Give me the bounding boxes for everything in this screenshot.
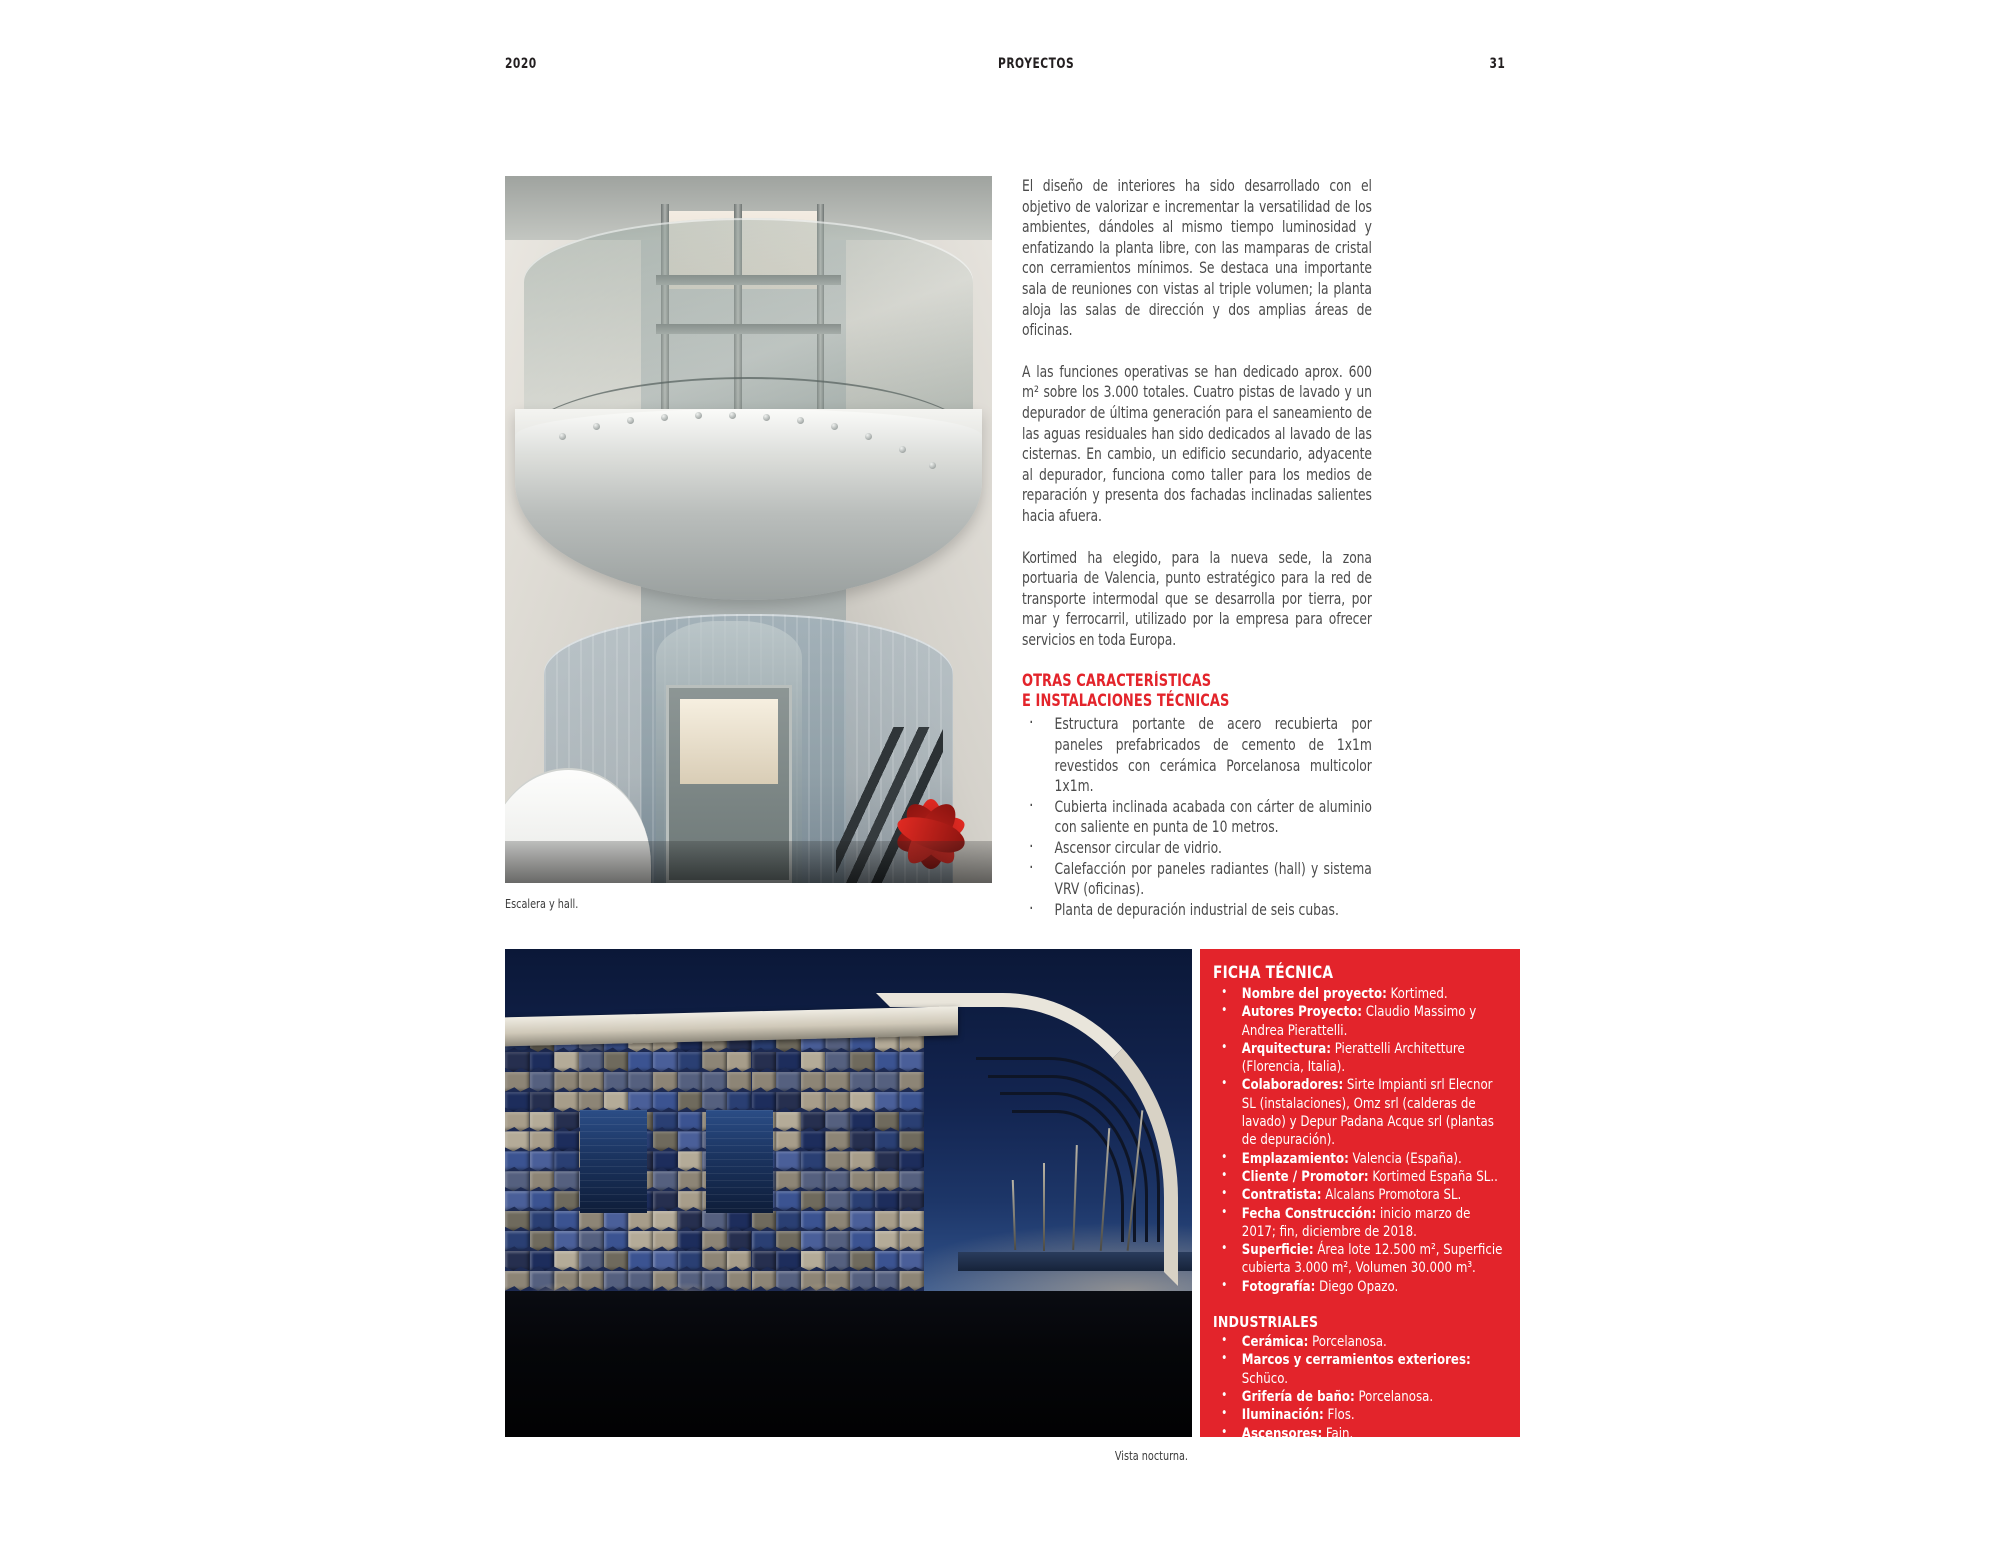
- industriales-item: [1213, 1351, 1503, 1388]
- industriales-item-label: Cerámica:: [1241, 1333, 1309, 1351]
- industriales-item: [1213, 1388, 1503, 1406]
- industriales-item-label: Iluminación:: [1241, 1406, 1324, 1424]
- industriales-item-value: Schüco.: [1241, 1369, 1289, 1387]
- ficha-item-value: Kortimed España SL..: [1368, 1167, 1498, 1185]
- ficha-item: [1213, 1003, 1503, 1040]
- industriales-item-label: Marcos y cerramientos exteriores:: [1241, 1351, 1471, 1369]
- features-list-item: · Estructura portante de acero recubierta por paneles prefabricados de cemento de 1x1m revestidos con cerámica Porcelanosa multicolor 1x1m.: [1022, 714, 1372, 796]
- ficha-item: [1213, 1186, 1503, 1204]
- figure-interior-atrium: [505, 176, 992, 883]
- ficha-item-label: Nombre del proyecto:: [1241, 985, 1387, 1002]
- ficha-item: [1213, 1076, 1503, 1149]
- ficha-item: [1213, 985, 1503, 1003]
- industriales-item-value: Porcelanosa.: [1354, 1387, 1434, 1405]
- industriales-item-value: Porcelanosa.: [1308, 1333, 1387, 1351]
- industriales-item-label: Grifería de baño:: [1241, 1387, 1355, 1405]
- ficha-item-value: Valencia (España).: [1348, 1149, 1462, 1167]
- ficha-item: [1213, 1241, 1503, 1278]
- ficha-item: [1213, 1205, 1503, 1242]
- figure-night-view: [505, 949, 1192, 1437]
- features-heading: [1022, 671, 1372, 710]
- ficha-item-label: Fecha Construcción:: [1241, 1204, 1377, 1222]
- ficha-item-label: Superficie:: [1241, 1241, 1314, 1259]
- running-head: [505, 56, 1505, 76]
- industriales-item: [1213, 1406, 1503, 1424]
- ficha-item-label: Contratista:: [1241, 1186, 1322, 1204]
- ficha-item-value: Área lote 12.500 m², Superficie cubierta 3.000 m², Volumen 30.000 m³.: [1241, 1241, 1503, 1277]
- features-list-item: · Ascensor circular de vidrio.: [1022, 838, 1372, 859]
- ficha-item-label: Arquitectura:: [1241, 1039, 1331, 1057]
- features-list-item: · Planta de depuración industrial de seis cubas.: [1022, 900, 1372, 921]
- industriales-item: [1213, 1425, 1503, 1437]
- body-paragraph-2: A las funciones operativas se han dedicado aprox. 600 m² sobre los 3.000 totales. Cuatro pistas de lavado y un depurador de última generación para el saneamiento de las aguas residuales han sido dedicados al lavado de las cisternas. En cambio, un edificio secundario, adyacente al depurador, funciona como taller para los medios de reparación y presenta dos fachadas inclinadas salientes hacia afuera.: [1022, 362, 1372, 525]
- running-head-section: PROYECTOS: [998, 56, 1075, 72]
- figure-caption-bottom: Vista nocturna.: [1114, 1448, 1188, 1463]
- ficha-item-value: Alcalans Promotora SL.: [1321, 1186, 1462, 1204]
- body-text-column: [1022, 176, 1372, 920]
- ficha-item-value: Sirte Impianti srl Elecnor SL (instalaciones), Omz srl (calderas de lavado) y Depur Padana Acque srl (plantas de depuración).: [1241, 1076, 1494, 1149]
- features-heading-line1: OTRAS CARACTERÍSTICAS: [1022, 671, 1212, 691]
- ficha-item-value: Kortimed.: [1386, 985, 1448, 1002]
- atrium-illustration: [505, 176, 992, 883]
- features-list-item: · Calefacción por paneles radiantes (hall) y sistema VRV (oficinas).: [1022, 859, 1372, 900]
- ficha-item-value: Claudio Massimo y Andrea Pierattelli.: [1241, 1003, 1477, 1039]
- ficha-list: [1213, 985, 1503, 1296]
- industriales-title: INDUSTRIALES: [1213, 1313, 1319, 1332]
- running-head-year: 2020: [505, 56, 537, 72]
- ficha-item: [1213, 1168, 1503, 1186]
- ficha-item-value: inicio marzo de 2017; fin, diciembre de 2018.: [1241, 1204, 1471, 1240]
- ficha-item-label: Autores Proyecto:: [1241, 1003, 1362, 1021]
- industriales-item-value: Fain.: [1322, 1424, 1354, 1437]
- ficha-tecnica-panel: [1200, 949, 1520, 1437]
- ficha-item-label: Colaboradores:: [1241, 1076, 1344, 1094]
- ficha-item-label: Fotografía:: [1241, 1277, 1316, 1295]
- industriales-list: [1213, 1333, 1503, 1437]
- figure-caption-top: Escalera y hall.: [505, 896, 579, 911]
- features-list: [1022, 714, 1372, 920]
- ficha-item-label: Emplazamiento:: [1241, 1149, 1349, 1167]
- ficha-item-value: Pierattelli Architetture (Florencia, Italia).: [1241, 1039, 1465, 1076]
- industriales-item: [1213, 1333, 1503, 1351]
- ficha-item-label: Cliente / Promotor:: [1241, 1167, 1369, 1185]
- night-illustration: [505, 949, 1192, 1437]
- industriales-item-label: Ascensores:: [1241, 1424, 1323, 1437]
- body-paragraph-3: Kortimed ha elegido, para la nueva sede, la zona portuaria de Valencia, punto estratégico para la red de transporte intermodal que se desarrolla por tierra, por mar y ferrocarril, utilizado por la empresa para ofrecer servicios en toda Europa.: [1022, 548, 1372, 649]
- ficha-item: [1213, 1040, 1503, 1077]
- ficha-item: [1213, 1278, 1503, 1296]
- ceramic-facade: [505, 1032, 924, 1291]
- features-list-item: · Cubierta inclinada acabada con cárter de aluminio con saliente en punta de 10 metros.: [1022, 797, 1372, 838]
- body-paragraph-1: El diseño de interiores ha sido desarrollado con el objetivo de valorizar e incrementar la versatilidad de los ambientes, dándoles al mismo tiempo luminosidad y enfatizando la planta libre, con las mamparas de cristal con cerramientos mínimos. Se destaca una importante sala de reuniones con vistas al triple volumen; la planta aloja las salas de dirección y dos amplias áreas de oficinas.: [1022, 177, 1372, 340]
- ficha-item-value: Diego Opazo.: [1315, 1277, 1399, 1295]
- industriales-item-value: Flos.: [1323, 1406, 1355, 1424]
- page-number: 31: [1489, 56, 1505, 72]
- ficha-item: [1213, 1150, 1503, 1168]
- features-heading-line2: E INSTALACIONES TÉCNICAS: [1022, 690, 1230, 710]
- ficha-title: FICHA TÉCNICA: [1213, 963, 1334, 983]
